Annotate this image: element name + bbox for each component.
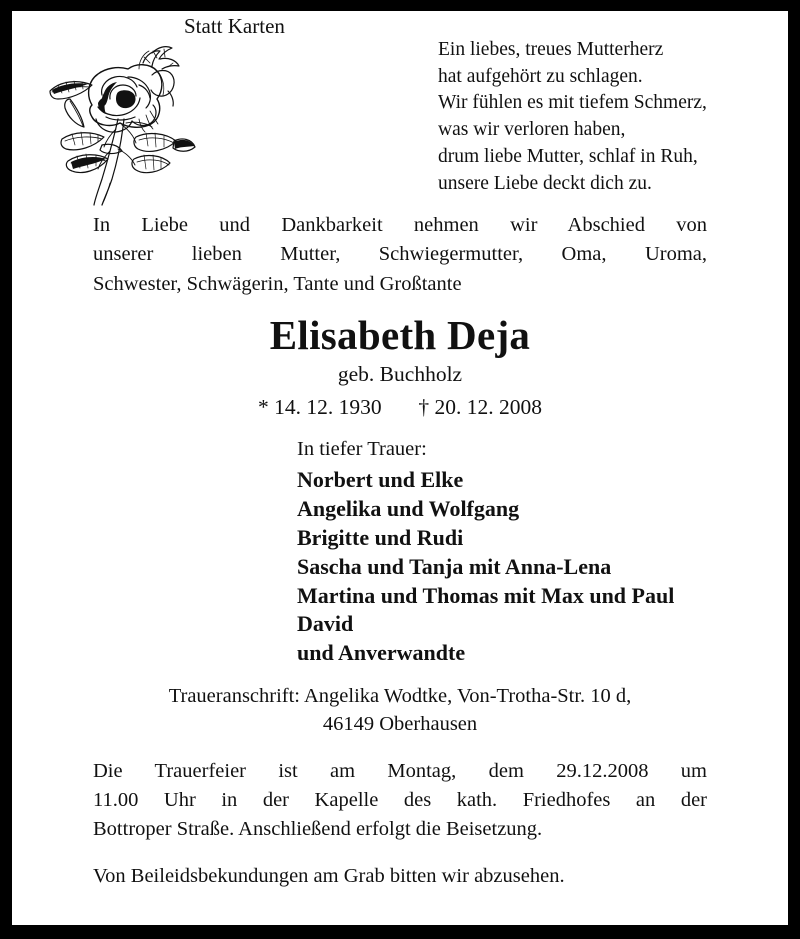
list-item: Norbert und Elke <box>297 467 464 493</box>
closing-note-text: Von Beileidsbekundungen am Grab bitten wir abzusehen. <box>93 864 565 887</box>
mourners-intro: In tiefer Trauer: <box>297 437 427 460</box>
list-item: Angelika und Wolfgang <box>297 496 520 522</box>
list-item: Martina und Thomas mit Max und Paul <box>297 582 675 608</box>
funeral-service-details <box>93 757 707 845</box>
poem-line: unsere Liebe deckt dich zu. <box>438 172 652 194</box>
dedication-line: In Liebe und Dankbarkeit nehmen wir Abschied von <box>93 214 707 236</box>
mourning-address <box>12 683 788 739</box>
service-line: 11.00 Uhr in der Kapelle des kath. Friedhofes an der <box>93 789 707 812</box>
poem-line: drum liebe Mutter, schlaf in Ruh, <box>438 145 698 167</box>
life-dates <box>12 394 788 422</box>
memorial-poem <box>438 37 707 197</box>
poem-line: hat aufgehört zu schlagen. <box>438 65 643 87</box>
maiden-name: geb. Buchholz <box>337 361 463 386</box>
closing-note <box>93 862 707 891</box>
service-line: Die Trauerfeier ist am Montag, dem 29.12.2008 um <box>93 759 707 782</box>
dedication-line: Schwester, Schwägerin, Tante und Großtante <box>93 272 462 295</box>
poem-line: Wir fühlen es mit tiefem Schmerz, <box>438 92 707 114</box>
obituary-card <box>12 11 788 925</box>
list-item: David <box>297 611 354 637</box>
notice-header <box>12 11 788 207</box>
dedication-text <box>93 207 707 299</box>
rose-illustration-icon <box>40 33 200 208</box>
death-date: † 20. 12. 2008 <box>418 394 542 419</box>
deceased-name: Elisabeth Deja <box>269 311 531 358</box>
list-item: Sascha und Tanja mit Anna-Lena <box>297 553 612 579</box>
birth-date: * 14. 12. 1930 <box>258 394 382 419</box>
mourners-block <box>12 436 788 668</box>
list-item: und Anverwandte <box>297 640 466 666</box>
address-line: Traueranschrift: Angelika Wodtke, Von-Trotha-Str. 10 d, <box>168 685 632 708</box>
address-line: 46149 Oberhausen <box>322 712 478 735</box>
dedication-line: unserer lieben Mutter, Schwiegermutter, Oma, Uroma, <box>93 243 707 266</box>
deceased-name-block <box>12 313 788 422</box>
poem-line: was wir verloren haben, <box>438 119 626 141</box>
poem-line: Ein liebes, treues Mutterherz <box>438 39 664 60</box>
mourners-list <box>297 466 788 668</box>
list-item: Brigitte und Rudi <box>297 525 464 551</box>
statt-karten-heading: Statt Karten <box>184 14 285 38</box>
service-line: Bottroper Straße. Anschließend erfolgt die Beisetzung. <box>93 818 543 841</box>
